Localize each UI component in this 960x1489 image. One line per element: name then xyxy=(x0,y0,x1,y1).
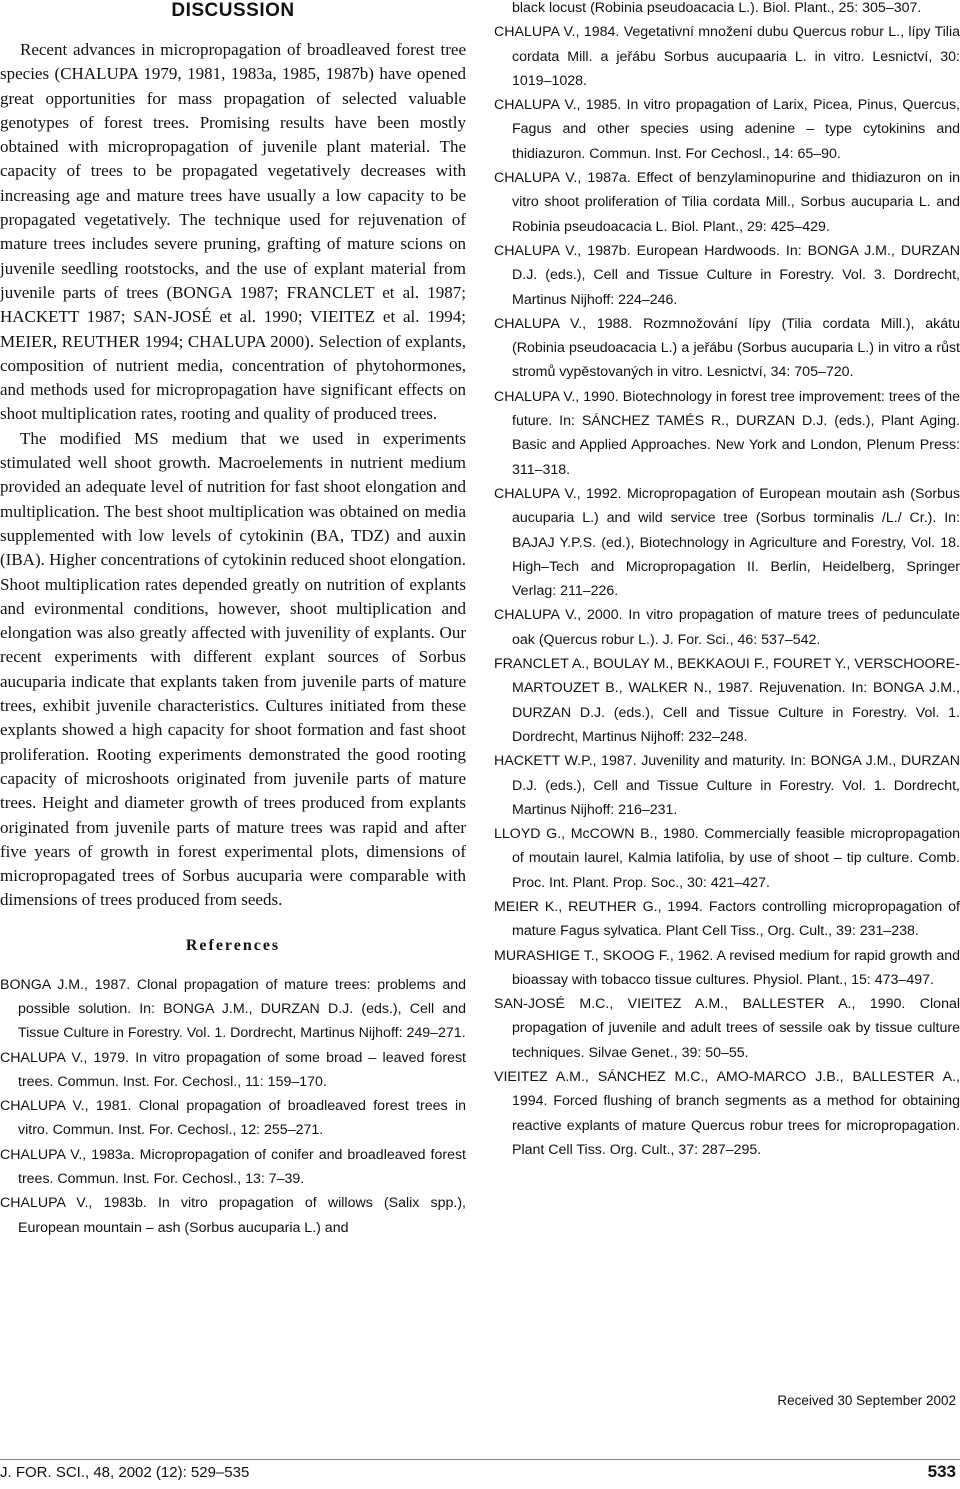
reference-item: FRANCLET A., BOULAY M., BEKKAOUI F., FOURET Y., VERSCHOORE-MARTOUZET B., WALKER N., 1987. Rejuvenation. In: BONGA J.M., DURZAN D.J. (eds.), Cell and Tissue Culture in Forestry. Vol. 1. Dordrecht, Martinus Nijhoff: 232–248. xyxy=(494,656,960,745)
discussion-heading: DISCUSSION xyxy=(171,0,295,21)
reference-item: CHALUPA V., 1987a. Effect of benzylaminopurine and thidiazuron on in vitro shoot proliferation of Tilia cordata Mill., Sorbus aucuparia L. and Robinia pseudoacacia L. Biol. Plant., 29: 425–429. xyxy=(494,170,960,235)
reference-item: CHALUPA V., 2000. In vitro propagation of mature trees of pedunculate oak (Quercus robur L.). J. For. Sci., 46: 537–542. xyxy=(494,607,960,648)
discussion-paragraph-2: The modified MS medium that we used in experiments stimulated well shoot growth. Macroelements in nutrient medium provided an adequate level of nutrition for fast shoot elongation and multiplication. The best shoot multiplication was obtained on media supplemented with low levels of cytokinin (BA, TDZ) and auxin (IBA). Higher concentrations of cytokinin reduced shoot elongation. Shoot multiplication rates depended greatly on nutrition of explants and evironmental conditions, however, shoot multiplication and elongation was also greatly affected with juvenility of explants. Our recent experiments with different explant sources of Sorbus aucuparia indicate that explants taken from juvenile parts of mature trees, exhibit juvenile characteristics. Cultures initiated from these explants showed a high capacity for shoot formation and fast shoot proliferation. Rooting experiments demonstrated the good rooting capacity of microshoots originated from juvenile parts of mature trees. Height and diameter growth of trees produced from explants originated from juvenile parts of mature trees was rapid and after five years of growth in forest experimental plots, dimensions of micropropagated trees of Sorbus aucuparia were comparable with dimensions of trees produced from seeds. xyxy=(0,428,466,910)
references-right-list xyxy=(494,0,960,1162)
footer-divider xyxy=(0,1459,960,1460)
reference-item: SAN-JOSÉ M.C., VIEITEZ A.M., BALLESTER A., 1990. Clonal propagation of juvenile and adult trees of sessile oak by tissue culture techniques. Silvae Genet., 39: 50–55. xyxy=(494,996,960,1061)
discussion-paragraph-1: Recent advances in micropropagation of broadleaved forest tree species (CHALUPA 1979, 1981, 1983a, 1985, 1987b) have opened great opportunities for mass propagation of selected valuable genotypes of forest trees. Promising results have been mostly obtained with micropropagation of juvenile plant material. The capacity of trees to be propagated vegetatively decreases with increasing age and mature trees have usually a low capacity to be propagated vegetatively. The technique used for rejuvenation of mature trees includes severe pruning, grafting of mature scions on juvenile seedling rootstocks, and the use of explant material from juvenile parts of trees (BONGA 1987; FRANCLET et al. 1987; HACKETT 1987; SAN-JOSÉ et al. 1990; VIEITEZ et al. 1994; MEIER, REUTHER 1994; CHALUPA 2000). Selection of explants, composition of nutrient media, concentration of phytohormones, and methods used for micropropagation have significant effects on shoot multiplication rates, rooting and quality of produced trees. xyxy=(0,40,466,424)
reference-item: CHALUPA V., 1981. Clonal propagation of broadleaved forest trees in vitro. Commun. Inst. For. Cechosl., 12: 255–271. xyxy=(0,1098,466,1139)
reference-item: CHALUPA V., 1983a. Micropropagation of conifer and broadleaved forest trees. Commun. Inst. For. Cechosl., 13: 7–39. xyxy=(0,1146,466,1188)
references-heading: References xyxy=(185,936,281,954)
reference-item: CHALUPA V., 1979. In vitro propagation of some broad – leaved forest trees. Commun. Inst. For. Cechosl., 11: 159–170. xyxy=(0,1049,466,1090)
reference-item: CHALUPA V., 1984. Vegetativní množení dubu Quercus robur L., lípy Tilia cordata Mill. a jeřábu Sorbus aucupaaria L. in vitro. Lesnictví, 30: 1019–1028. xyxy=(494,24,960,89)
reference-item: CHALUPA V., 1983b. In vitro propagation of willows (Salix spp.), European mountain – ash (Sorbus aucuparia L.) and xyxy=(0,1195,466,1236)
journal-citation: J. FOR. SCI., 48, 2002 (12): 529–535 xyxy=(0,1464,250,1481)
references-left-list xyxy=(0,973,466,1240)
reference-item: CHALUPA V., 1987b. European Hardwoods. In: BONGA J.M., DURZAN D.J. (eds.), Cell and Tissue Culture in Forestry. Vol. 3. Dordrecht, Martinus Nijhoff: 224–246. xyxy=(494,242,960,308)
reference-continuation: black locust (Robinia pseudoacacia L.). Biol. Plant., 25: 305–307. xyxy=(512,0,922,16)
right-column xyxy=(494,0,960,1162)
reference-item: MEIER K., REUTHER G., 1994. Factors controlling micropropagation of mature Fagus sylvatica. Plant Cell Tiss., Org. Cult., 39: 231–238. xyxy=(494,898,960,940)
reference-item: MURASHIGE T., SKOOG F., 1962. A revised medium for rapid growth and bioassay with tobacco tissue cultures. Physiol. Plant., 15: 473–497. xyxy=(494,947,960,988)
reference-item: BONGA J.M., 1987. Clonal propagation of mature trees: problems and possible solution. In: BONGA J.M., DURZAN D.J. (eds.), Cell and Tissue Culture in Forestry. Vol. 1. Dordrecht, Martinus Nijhoff: 249–271. xyxy=(0,976,466,1042)
left-column xyxy=(0,0,466,1240)
reference-item: CHALUPA V., 1992. Micropropagation of European moutain ash (Sorbus aucuparia L.) and wild service tree (Sorbus torminalis /L./ Cr.). In: BAJAJ Y.P.S. (ed.), Biotechnology in Agriculture and Forestry, Vol. 18. High–Tech and Micropropagation II. Berlin, Heidelberg, Springer Verlag: 211–226. xyxy=(494,485,960,600)
reference-item: VIEITEZ A.M., SÁNCHEZ M.C., AMO-MARCO J.B., BALLESTER A., 1994. Forced flushing of branch segments as a method for obtaining reactive explants of mature Quercus robur trees for micropropagation. Plant Cell Tiss. Org. Cult., 37: 287–295. xyxy=(494,1069,960,1158)
reference-item: CHALUPA V., 1985. In vitro propagation of Larix, Picea, Pinus, Quercus, Fagus and other species using adenine – type cytokinins and thidiazuron. Commun. Inst. For Cechosl., 14: 65–90. xyxy=(494,97,960,162)
page-number: 533 xyxy=(927,1462,956,1481)
reference-item: HACKETT W.P., 1987. Juvenility and maturity. In: BONGA J.M., DURZAN D.J. (eds.), Cell and Tissue Culture in Forestry. Vol. 1. Dordrecht, Martinus Nijhoff: 216–231. xyxy=(494,753,960,818)
reference-item: LLOYD G., McCOWN B., 1980. Commercially feasible micropropagation of moutain laurel, Kalmia latifolia, by use of shoot – tip culture. Comb. Proc. Int. Plant. Prop. Soc., 30: 421–427. xyxy=(494,826,960,891)
reference-item: CHALUPA V., 1988. Rozmnožování lípy (Tilia cordata Mill.), akátu (Robinia pseudoacacia L.) a jeřábu (Sorbus aucuparia L.) in vitro a růst stromů vypěstovaných in vitro. Lesnictví, 34: 705–720. xyxy=(494,315,960,381)
received-date: Received 30 September 2002 xyxy=(777,1393,956,1408)
reference-item: CHALUPA V., 1990. Biotechnology in forest tree improvement: trees of the future. In: SÁNCHEZ TAMÉS R., DURZAN D.J. (eds.), Plant Aging. Basic and Applied Approaches. New York and London, Plenum Press: 311–318. xyxy=(494,388,960,478)
